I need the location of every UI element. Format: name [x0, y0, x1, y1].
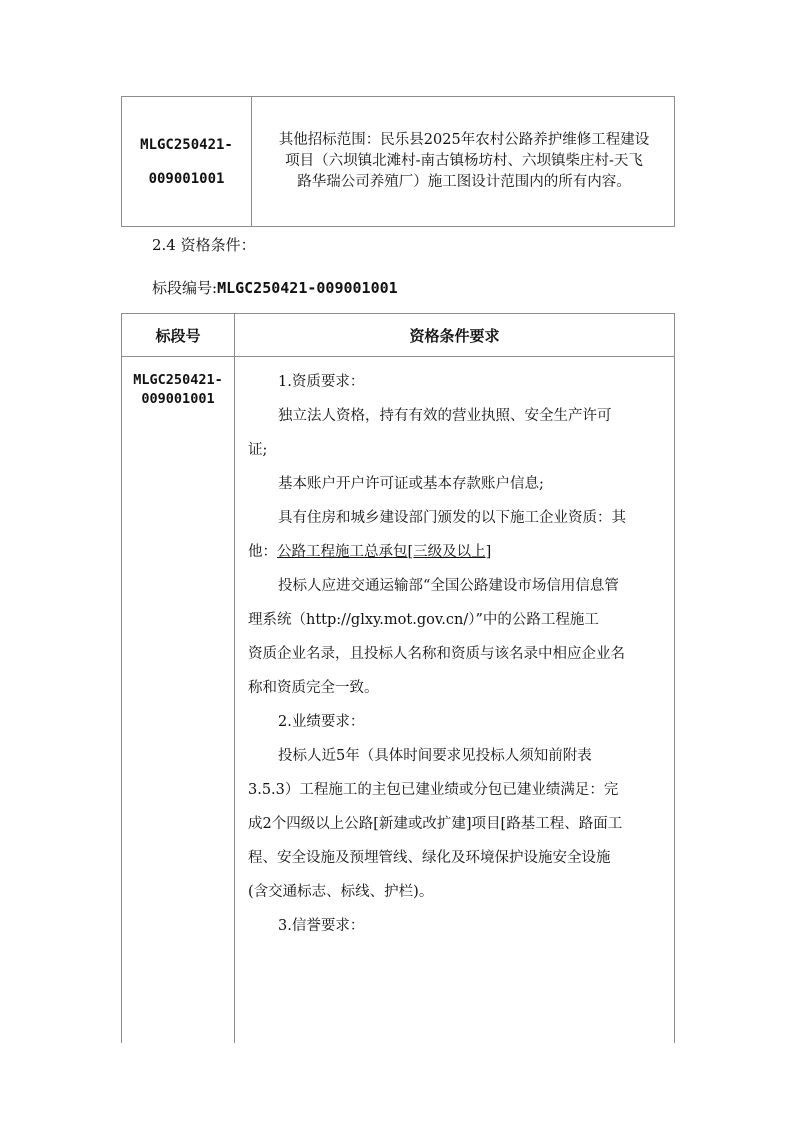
column-header-requirements: 资格条件要求 — [235, 314, 675, 357]
column-header-segment: 标段号 — [122, 314, 235, 357]
table-header-row — [122, 314, 675, 357]
segment-code-cell — [122, 97, 252, 227]
segment-code-line2: 009001001 — [141, 391, 215, 407]
requirement-line: 资质企业名录，且投标人名称和资质与该名录中相应企业名 — [248, 646, 625, 662]
segment-code-cell — [122, 357, 235, 1044]
requirement-line: 证; — [248, 442, 268, 458]
segment-code-line1: MLGC250421- — [140, 136, 233, 153]
requirement-line: 具有住房和城乡建设部门颁发的以下施工企业资质：其 — [278, 510, 626, 526]
requirement-line — [248, 535, 660, 569]
segment-number-value: MLGC250421-009001001 — [217, 279, 398, 297]
requirement-line: 称和资质完全一致。 — [248, 680, 379, 696]
requirement-line: 理系统（http://glxy.mot.gov.cn/）”中的公路工程施工 — [248, 612, 599, 628]
segment-number-label: 标段编号: — [152, 279, 218, 297]
scope-line: 路华瑞公司养殖厂）施工图设计范围内的所有内容。 — [297, 174, 631, 190]
scope-table — [121, 96, 675, 227]
requirement-line: 1.资质要求： — [278, 374, 365, 390]
requirement-line: 成2个四级以上公路[新建或改扩建]项目[路基工程、路面工 — [248, 816, 623, 832]
qualification-grade-underlined: 公路工程施工总承包[三级及以上] — [277, 544, 492, 560]
requirements-cell — [235, 357, 675, 1044]
scope-line: 其他招标范围：民乐县2025年农村公路养护维修工程建设 — [278, 132, 650, 148]
requirement-line: 投标人应进交通运输部“全国公路建设市场信用信息管 — [278, 578, 619, 594]
requirement-line: 独立法人资格，持有有效的营业执照、安全生产许可 — [278, 408, 612, 424]
segment-code-line2: 009001001 — [148, 170, 225, 187]
requirement-line: 3.5.3）工程施工的主包已建业绩或分包已建业绩满足：完 — [248, 782, 619, 798]
requirement-line: 2.业绩要求： — [278, 714, 365, 730]
table-row — [122, 357, 675, 1044]
scope-cell — [252, 97, 675, 227]
scope-line: 项目（六坝镇北滩村-南古镇杨坊村、六坝镇柴庄村-天飞 — [285, 153, 643, 169]
requirement-text: 他： — [248, 544, 277, 560]
requirement-line: 程、安全设施及预埋管线、绿化及环境保护设施安全设施 — [248, 850, 611, 866]
segment-number-line — [152, 278, 398, 298]
qualification-table — [121, 313, 675, 1043]
requirement-line: (含交通标志、标线、护栏)。 — [248, 884, 434, 900]
segment-code-line1: MLGC250421- — [133, 372, 223, 388]
requirement-line: 基本账户开户许可证或基本存款账户信息; — [278, 476, 544, 492]
table-row — [122, 97, 675, 227]
requirement-line: 投标人近5年（具体时间要求见投标人须知前附表 — [278, 748, 592, 764]
requirement-line: 3.信誉要求： — [278, 918, 365, 934]
section-heading: 2.4 资格条件： — [152, 236, 256, 254]
